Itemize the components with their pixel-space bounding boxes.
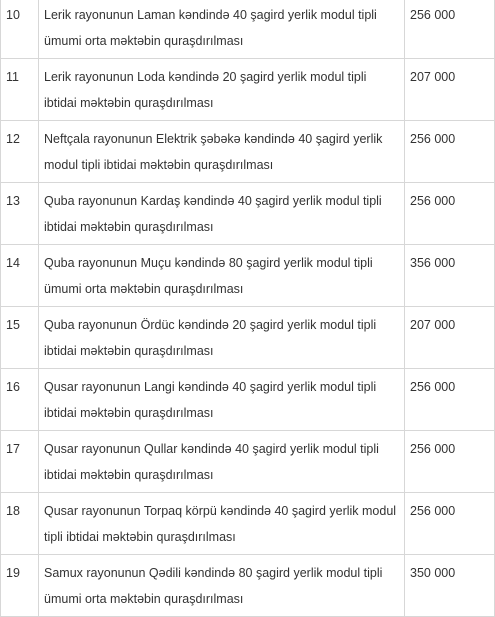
table-body [1,0,495,617]
row-amount: 256 000 [405,431,495,493]
row-description: Qusar rayonunun Qullar kəndində 40 şagird yerlik modul tipli ibtidai məktəbin quraşdırılması [39,431,405,493]
row-description: Qusar rayonunun Torpaq körpü kəndində 40 şagird yerlik modul tipli ibtidai məktəbin quraşdırılması [39,493,405,555]
table-row [1,183,495,245]
row-number: 16 [1,369,39,431]
row-amount: 256 000 [405,121,495,183]
row-amount: 256 000 [405,493,495,555]
row-number: 15 [1,307,39,369]
row-description: Quba rayonunun Kardaş kəndində 40 şagird yerlik modul tipli ibtidai məktəbin quraşdırılması [39,183,405,245]
table-row [1,245,495,307]
row-amount: 350 000 [405,555,495,617]
row-number: 10 [1,0,39,59]
table-row [1,493,495,555]
row-description: Neftçala rayonunun Elektrik şəbəkə kəndində 40 şagird yerlik modul tipli ibtidai məktəbin quraşdırılması [39,121,405,183]
table-row [1,121,495,183]
table-row [1,369,495,431]
row-number: 11 [1,59,39,121]
row-number: 18 [1,493,39,555]
table-row [1,0,495,59]
row-description: Quba rayonunun Ördüc kəndində 20 şagird yerlik modul tipli ibtidai məktəbin quraşdırılması [39,307,405,369]
row-description: Lerik rayonunun Loda kəndində 20 şagird yerlik modul tipli ibtidai məktəbin quraşdırılması [39,59,405,121]
row-amount: 207 000 [405,59,495,121]
row-amount: 207 000 [405,307,495,369]
row-description: Qusar rayonunun Langi kəndində 40 şagird yerlik modul tipli ibtidai məktəbin quraşdırılması [39,369,405,431]
row-number: 13 [1,183,39,245]
row-description: Samux rayonunun Qədili kəndində 80 şagird yerlik modul tipli ümumi orta məktəbin quraşdırılması [39,555,405,617]
row-amount: 256 000 [405,0,495,59]
row-amount: 356 000 [405,245,495,307]
table-row [1,307,495,369]
row-description: Quba rayonunun Muçu kəndində 80 şagird yerlik modul tipli ümumi orta məktəbin quraşdırılması [39,245,405,307]
row-number: 19 [1,555,39,617]
table-row [1,59,495,121]
row-amount: 256 000 [405,183,495,245]
row-number: 14 [1,245,39,307]
row-number: 12 [1,121,39,183]
table-row [1,555,495,617]
table-row [1,431,495,493]
row-amount: 256 000 [405,369,495,431]
row-description: Lerik rayonunun Laman kəndində 40 şagird yerlik modul tipli ümumi orta məktəbin quraşdırılması [39,0,405,59]
row-number: 17 [1,431,39,493]
